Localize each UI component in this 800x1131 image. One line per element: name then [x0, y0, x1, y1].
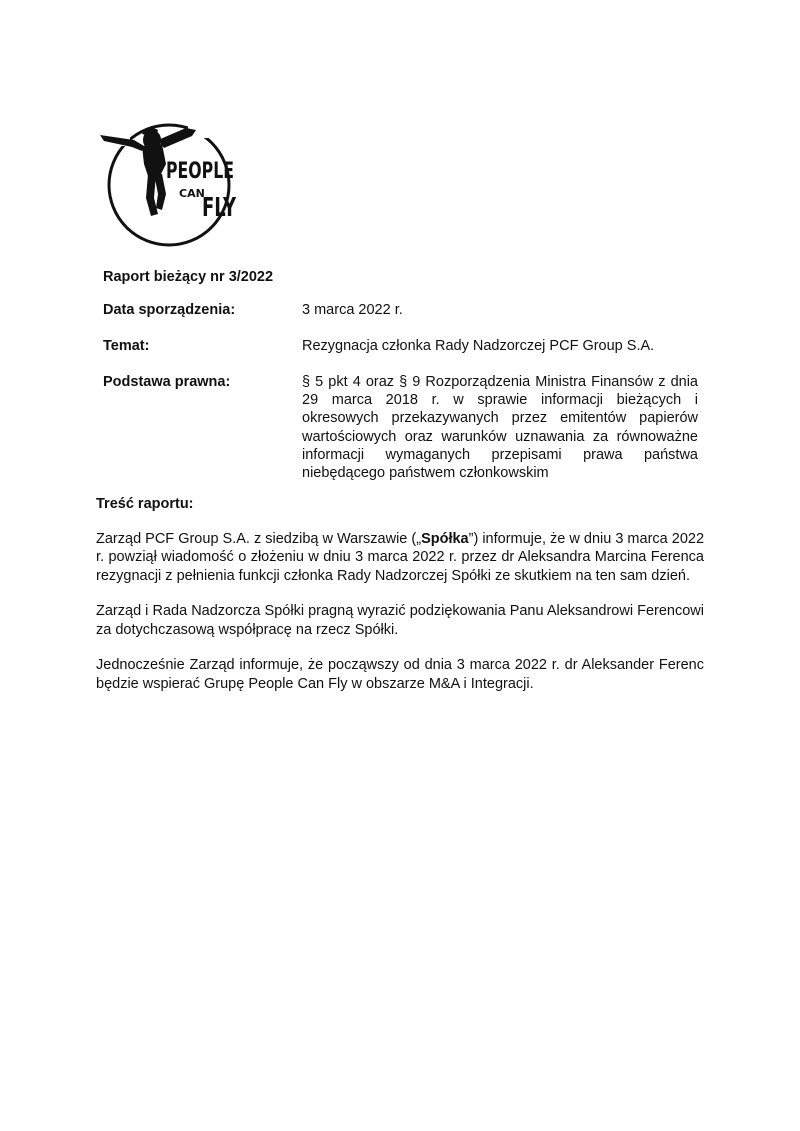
subject-value: Rezygnacja członka Rady Nadzorczej PCF Group S.A.	[302, 338, 655, 354]
logo-text-can: CAN	[179, 187, 205, 200]
legal-basis-value: § 5 pkt 4 oraz § 9 Rozporządzenia Ministra Finansów z dnia 29 marca 2018 r. w sprawie informacji bieżących i okresowych przekazywanych przez emitentów papierów wartościowych oraz warunków uznawania za równoważne informacji wymaganych przepisami prawa państwa niebędącego państwem członkowskim	[302, 374, 698, 482]
company-defined-term: Spółka	[421, 530, 469, 547]
report-meta	[103, 268, 703, 500]
subject-label: Temat:	[103, 338, 150, 354]
logo-text-people: PEOPLE	[166, 159, 234, 184]
date-value: 3 marca 2022 r.	[302, 302, 403, 318]
logo-graphic	[96, 118, 246, 248]
people-can-fly-logo	[96, 118, 246, 248]
subject-row	[103, 337, 703, 355]
logo-text-fly: FLY	[202, 193, 237, 223]
paragraph-support: Jednocześnie Zarząd informuje, że począwszy od dnia 3 marca 2022 r. dr Aleksander Ferenc będzie wspierać Grupę People Can Fly w obszarze M&A i Integracji.	[96, 657, 704, 692]
paragraph-thanks: Zarząd i Rada Nadzorcza Spółki pragną wyrazić podziękowania Panu Aleksandrowi Ferencowi za dotychczasową współpracę na rzecz Spółki.	[96, 603, 704, 638]
report-content	[96, 495, 704, 710]
legal-basis-row	[103, 373, 703, 482]
legal-basis-label: Podstawa prawna:	[103, 374, 231, 390]
paragraph-resignation-part2: ”) informuje, że w dniu 3 marca 2022 r. powziął wiadomość o złożeniu w dniu 3 marca 2022 r. przez dr Aleksandra Marcina Ferenca rezygnacji z pełnienia funkcji członka Rady Nadzorczej Spółki ze skutkiem na ten sam dzień.	[96, 530, 705, 584]
date-label: Data sporządzenia:	[103, 302, 236, 318]
report-number: Raport bieżący nr 3/2022	[103, 269, 274, 285]
paragraph-resignation-part1: Zarząd PCF Group S.A. z siedzibą w Warszawie („	[96, 530, 422, 547]
date-row	[103, 301, 703, 319]
content-heading: Treść raportu:	[96, 496, 194, 512]
paragraph-resignation	[96, 530, 704, 586]
